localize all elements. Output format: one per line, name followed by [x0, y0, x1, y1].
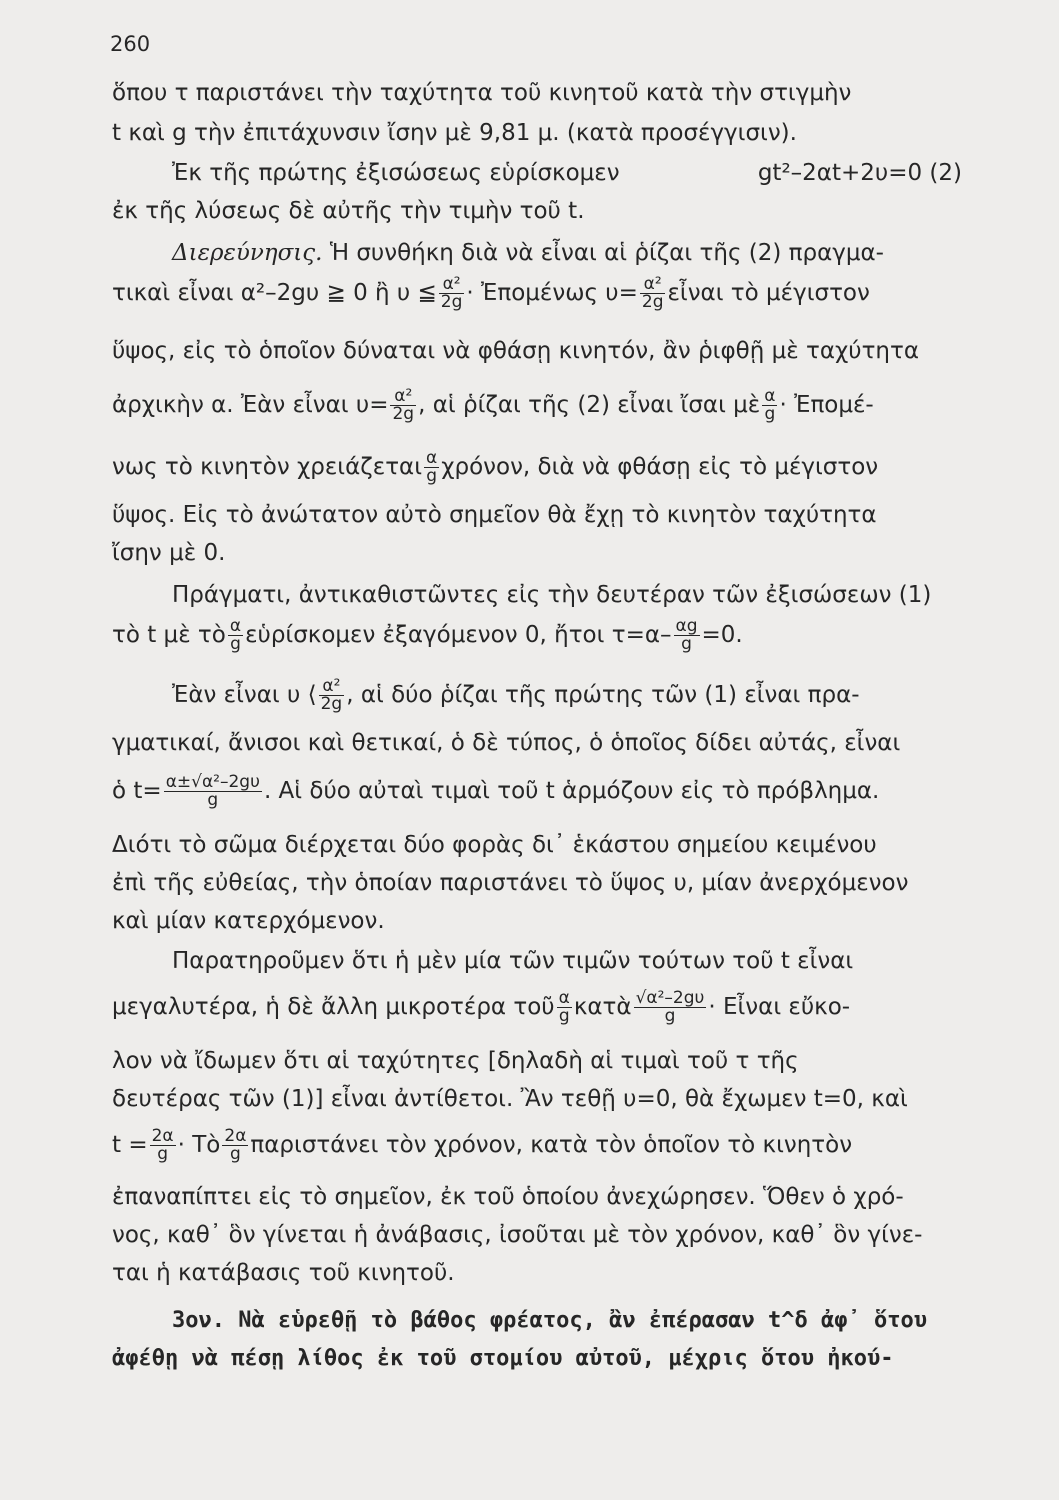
- page-number: 260: [110, 32, 151, 56]
- text-segment: , αἱ ῥίζαι τῆς (2) εἶναι ἴσαι μὲ: [418, 392, 761, 418]
- text-line: Πράγματι, ἀντικαθιστῶντες εἰς τὴν δευτέραν τῶν ἐξισώσεων (1): [172, 582, 932, 608]
- text-segment: εἶναι τὸ μέγιστον: [667, 280, 870, 306]
- text-segment: εὑρίσκομεν ἐξαγόμενον 0, ἤτοι τ=α–: [245, 622, 672, 648]
- text-segment: · Ἐπομένως υ=: [466, 280, 638, 306]
- fraction: $\frac{\text{√α²–2gυ}}{g}$: [635, 988, 705, 1026]
- text-line: ἐκ τῆς λύσεως δὲ αὐτῆς τὴν τιμὴν τοῦ t.: [112, 198, 585, 224]
- text-line: [112, 678, 962, 713]
- problem-heading: 3ον. Νὰ εὑρεθῇ τὸ βάθος φρέατος, ἂν ἐπέρασαν t^δ ἀφ᾽ ὅτου: [172, 1308, 927, 1333]
- problem-text: ἀφέθῃ νὰ πέσῃ λίθος ἐκ τοῦ στομίου αὐτοῦ, μέχρις ὅτου ἠκού-: [112, 1346, 894, 1371]
- text-segment: ὁ t=: [112, 778, 162, 804]
- text-segment: κατὰ: [573, 994, 632, 1020]
- fraction: $\frac{\text{α±√α²–2gυ}}{g}$: [165, 772, 260, 810]
- fraction: $\frac{\text{α²}}{2g}$: [641, 274, 664, 312]
- text-line: [112, 774, 962, 809]
- text-segment: Ἡ συνθήκη διὰ νὰ εἶναι αἱ ῥίζαι τῆς (2) πραγμα-: [329, 240, 884, 266]
- text-line: ὕψος. Εἰς τὸ ἀνώτατον αὐτὸ σημεῖον θὰ ἔχῃ τὸ κινητὸν ταχύτητα: [112, 502, 877, 528]
- section-heading: Διερεύνησις.: [172, 240, 323, 266]
- text-line: γματικαί, ἄνισοι καὶ θετικαί, ὁ δὲ τύπος, ὁ ὁποῖος δίδει αὐτάς, εἶναι: [112, 730, 901, 756]
- text-line: [112, 388, 962, 423]
- fraction: $\frac{\alpha}{g}$: [425, 448, 438, 486]
- text-line: δευτέρας τῶν (1)] εἶναι ἀντίθετοι. Ἂν τεθῇ υ=0, θὰ ἔχωμεν t=0, καὶ: [112, 1086, 908, 1112]
- fraction: $\frac{\alpha}{g}$: [558, 988, 570, 1026]
- text-line: Παρατηροῦμεν ὅτι ἡ μὲν μία τῶν τιμῶν τούτων τοῦ t εἶναι: [172, 948, 854, 974]
- text-segment: τικαὶ εἶναι α²–2gυ ≧ 0 ἢ υ ≦: [112, 280, 437, 306]
- text-line: [112, 276, 962, 311]
- text-line: νος, καθ᾽ ὃν γίνεται ἡ ἀνάβασις, ἰσοῦται μὲ τὸν χρόνον, καθ᾽ ὃν γίνε-: [112, 1222, 923, 1248]
- text-line: καὶ μίαν κατερχόμενον.: [112, 908, 385, 934]
- fraction: $\frac{\text{α²}}{2g}$: [392, 386, 415, 424]
- text-segment: νως τὸ κινητὸν χρειάζεται: [112, 454, 422, 480]
- text-segment: τὸ t μὲ τὸ: [112, 622, 226, 648]
- text-segment: · Ἐπομέ-: [779, 392, 874, 418]
- fraction: $\frac{2\alpha}{g}$: [224, 1126, 247, 1164]
- text-line: ἴσην μὲ 0.: [112, 540, 226, 566]
- text-line: [112, 990, 962, 1025]
- text-line: t καὶ g τὴν ἐπιτάχυνσιν ἴσην μὲ 9,81 μ. (κατὰ προσέγγισιν).: [112, 120, 797, 146]
- text-segment: t =: [112, 1132, 148, 1158]
- text-line: ἐπαναπίπτει εἰς τὸ σημεῖον, ἐκ τοῦ ὁποίου ἀνεχώρησεν. Ὅθεν ὁ χρό-: [112, 1184, 904, 1210]
- text-line: ὅπου τ παριστάνει τὴν ταχύτητα τοῦ κινητοῦ κατὰ τὴν στιγμὴν: [112, 80, 852, 106]
- text-segment: , αἱ δύο ῥίζαι τῆς πρώτης τῶν (1) εἶναι πρα-: [346, 682, 860, 708]
- fraction: $\frac{\text{α²}}{2g}$: [320, 676, 343, 714]
- text-line: λον νὰ ἴδωμεν ὅτι αἱ ταχύτητες [δηλαδὴ αἱ τιμαὶ τοῦ τ τῆς: [112, 1048, 799, 1074]
- text-line: [112, 238, 962, 268]
- text-segment: μεγαλυτέρα, ἡ δὲ ἄλλη μικροτέρα τοῦ: [112, 994, 555, 1020]
- text-segment: · Τὸ: [177, 1132, 221, 1158]
- text-line: [112, 450, 962, 485]
- text-line: ται ἡ κατάβασις τοῦ κινητοῦ.: [112, 1260, 455, 1286]
- text-line: Διότι τὸ σῶμα διέρχεται δύο φορὰς δι᾽ ἑκάστου σημείου κειμένου: [112, 832, 877, 858]
- text-segment: Ἐὰν εἶναι υ ⟨: [172, 682, 317, 708]
- fraction: $\frac{\text{α²}}{2g}$: [440, 274, 463, 312]
- text-line: [112, 158, 962, 188]
- fraction: $\frac{2\alpha}{g}$: [151, 1126, 174, 1164]
- text-segment: . Αἱ δύο αὐταὶ τιμαὶ τοῦ t ἁρμόζουν εἰς τὸ πρόβλημα.: [263, 778, 880, 804]
- text-line: ὕψος, εἰς τὸ ὁποῖον δύναται νὰ φθάσῃ κινητόν, ἂν ῥιφθῇ μὲ ταχύτητα: [112, 338, 920, 364]
- text-segment: · Εἶναι εὔκο-: [708, 994, 851, 1020]
- text-segment: χρόνον, διὰ νὰ φθάσῃ εἰς τὸ μέγιστον: [441, 454, 879, 480]
- text-line: [112, 1128, 962, 1163]
- fraction: $\frac{\alpha}{g}$: [764, 386, 776, 424]
- text-line: ἐπὶ τῆς εὐθείας, τὴν ὁποίαν παριστάνει τὸ ὕψος υ, μίαν ἀνερχόμενον: [112, 870, 909, 896]
- fraction: $\frac{\alpha}{g}$: [229, 616, 242, 654]
- text-segment: Ἐκ τῆς πρώτης ἐξισώσεως εὑρίσκομεν: [172, 160, 620, 186]
- text-segment: =0.: [701, 622, 743, 648]
- text-line: [112, 618, 962, 653]
- fraction: $\frac{\alpha g}{g}$: [675, 616, 698, 654]
- text-segment: ἀρχικὴν α. Ἐὰν εἶναι υ=: [112, 392, 389, 418]
- equation-2: gt²–2αt+2υ=0 (2): [757, 160, 962, 186]
- text-segment: παριστάνει τὸν χρόνον, κατὰ τὸν ὁποῖον τὸ κινητὸν: [250, 1132, 853, 1158]
